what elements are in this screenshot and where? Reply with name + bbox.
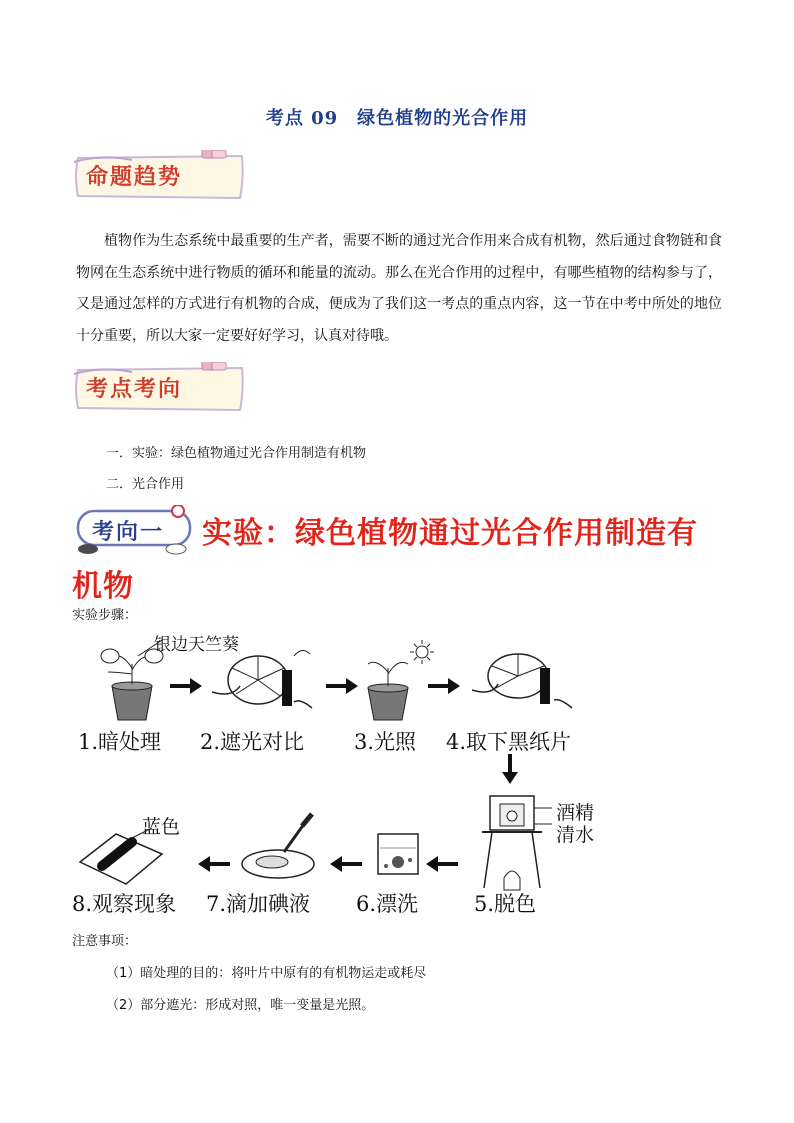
step-5-label: 5.脱色	[474, 892, 537, 916]
experiment-drawing-icon	[72, 628, 722, 918]
intro-paragraph: 植物作为生态系统中最重要的生产者，需要不断的通过光合作用来合成有机物，然后通过食物链和食物网在生态系统中进行物质的循环和能量的流动。那么在光合作用的过程中，有哪些植物的结构参与了，又是通过怎样的方式进行有机物的合成，便成为了我们这一考点的重点内容，这一节在中考中所处的地位十分重要，所以大家一定要好好学习，认真对待哦。	[76, 233, 722, 344]
steps-heading: 实验步骤：	[72, 608, 138, 623]
experiment-figure	[72, 628, 722, 918]
alcohol-label: 酒精	[556, 802, 595, 824]
direction-title-line2: 机物	[72, 569, 134, 604]
step-6-label: 6.漂洗	[356, 892, 419, 916]
leaf-uncover-icon	[472, 654, 572, 708]
direction-badge	[72, 505, 198, 557]
note-1: （1）暗处理的目的：将叶片中原有的有机物运走或耗尽	[106, 966, 427, 981]
banner-trend	[72, 150, 248, 202]
potted-plant-icon	[368, 662, 408, 720]
banner-direction-label: 考点考向	[86, 377, 183, 402]
step-8-label: 8.观察现象	[72, 892, 177, 916]
leaf-shading-icon	[212, 650, 312, 708]
step-2-label: 2.遮光对比	[200, 730, 305, 754]
outline-item-2: 二．光合作用	[106, 477, 185, 492]
water-label: 清水	[556, 824, 595, 846]
iodine-dropper-icon	[242, 814, 314, 878]
notes-heading: 注意事项：	[72, 934, 138, 949]
banner-trend-label: 命题趋势	[86, 165, 183, 190]
step-7-label: 7.滴加碘液	[206, 892, 311, 916]
alcohol-bath-icon	[482, 796, 552, 890]
step-1-label: 1.暗处理	[78, 730, 162, 754]
sun-icon	[410, 640, 434, 664]
direction-badge-label: 考向一	[92, 519, 165, 545]
outline-item-1: 一．实验：绿色植物通过光合作用制造有机物	[106, 446, 367, 461]
banner-direction	[72, 362, 248, 414]
step-3-label: 3.光照	[354, 730, 417, 754]
blue-label: 蓝色	[142, 816, 181, 838]
page-title: 考点 09 绿色植物的光合作用	[265, 108, 529, 129]
rinse-beaker-icon	[378, 834, 418, 874]
note-2: （2）部分遮光：形成对照，唯一变量是光照。	[106, 998, 375, 1013]
step-4-label: 4.取下黑纸片	[446, 730, 572, 754]
direction-title-line1: 实验：绿色植物通过光合作用制造有	[202, 516, 698, 551]
plant-label: 银边天竺葵	[154, 635, 239, 655]
potted-plant-icon	[101, 649, 163, 720]
